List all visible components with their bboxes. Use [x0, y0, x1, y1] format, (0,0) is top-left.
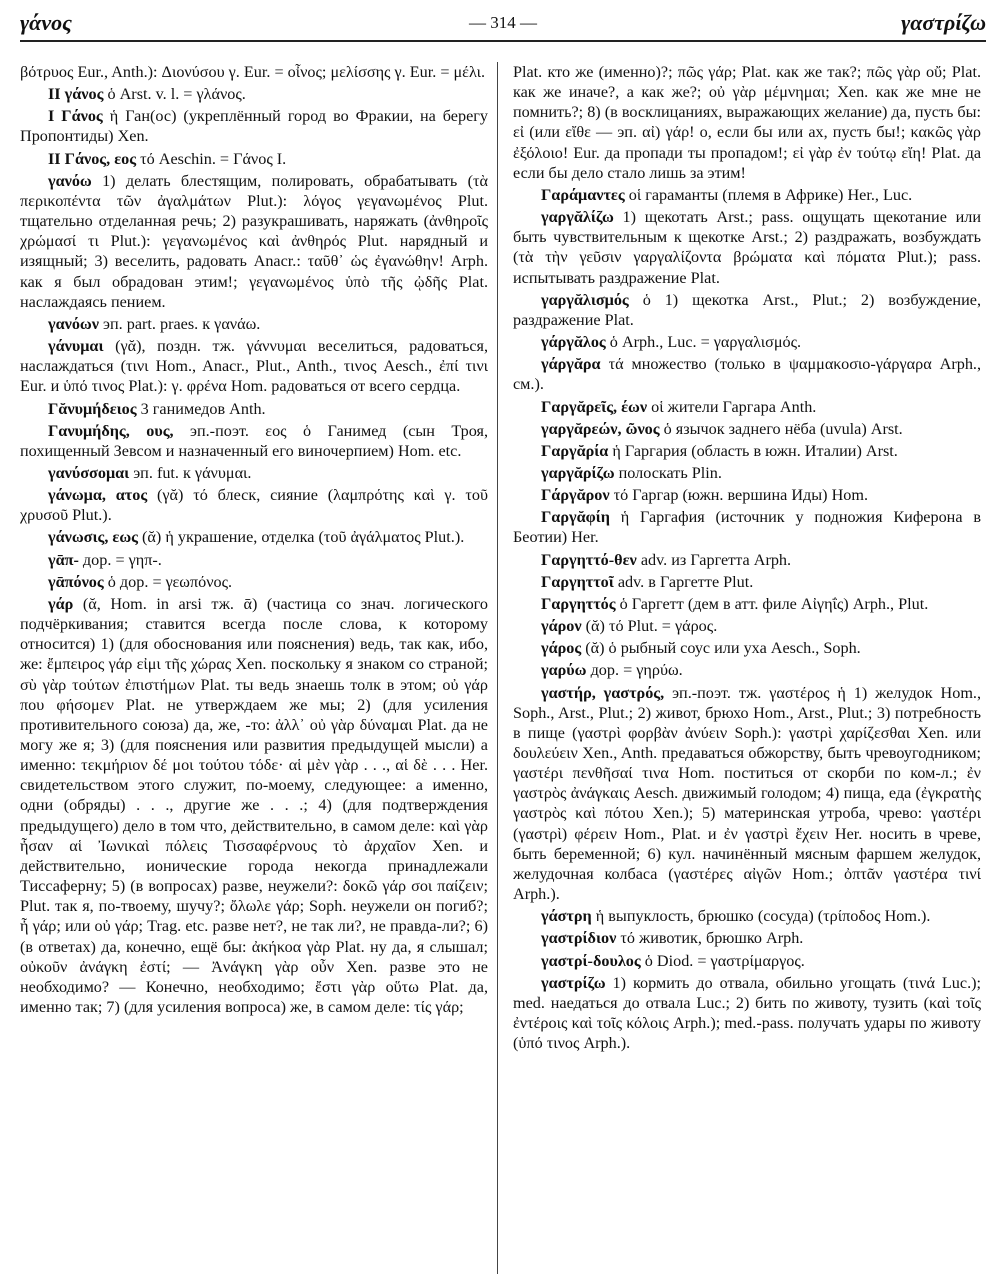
entry-text: 1) кормить до отвала, обильно угощать (τινά Luc.); med. наедаться до отвала Luc.; 2) бить по животу, тузить (καὶ τοῖς ἐντέροις καὶ τοῖς κόλοις Arph.); med.-pass. получать удары по животу (ὑπό τινος Arph.). — [513, 973, 981, 1053]
running-headword-left: γάνος — [20, 10, 72, 35]
entry-headword: γᾱπ- — [48, 550, 79, 569]
page-number: — 314 — — [469, 13, 537, 32]
entry-text: ὁ Arph., Luc. = γαργαλισμός. — [609, 333, 802, 352]
dictionary-entry — [20, 106, 488, 146]
dictionary-entry — [513, 419, 981, 439]
entry-headword: Γᾰνυμήδειος — [48, 399, 137, 418]
entry-headword: γανόων — [48, 314, 99, 333]
entry-text: 3 ганимедов Anth. — [140, 399, 266, 418]
entry-text: ὁ Гаргетт (дем в атт. филе Αἰγηΐς) Arph., Plut. — [619, 594, 929, 613]
entry-headword: γάνωσις, εως — [48, 528, 138, 547]
dictionary-entry — [513, 463, 981, 483]
entry-text: (ᾰ) ἡ украшение, отделка (τοῦ ἀγάλματος Plut.). — [142, 528, 465, 547]
dictionary-entry — [513, 550, 981, 570]
entry-headword: γάρον — [541, 617, 582, 636]
left-column — [20, 62, 488, 1274]
entry-text: (ᾰ) ὁ рыбный соус или уха Aesch., Soph. — [585, 639, 861, 658]
dictionary-entry — [513, 290, 981, 330]
entry-headword: γαργᾰλίζω — [541, 208, 614, 227]
entry-text: βότρυος Eur., Anth.): Διονύσου γ. Eur. = οἶνος; μελίσσης γ. Eur. = μέλι. — [20, 63, 486, 81]
dictionary-entry — [20, 421, 488, 461]
entry-headword: I Γάνος — [48, 107, 103, 126]
entry-headword: II Γάνος, εος — [48, 149, 137, 168]
dictionary-entry — [513, 485, 981, 505]
entry-text: эп. part. praes. к γανάω. — [103, 314, 261, 333]
dictionary-entry — [513, 572, 981, 592]
entry-text: adv. из Гаргетта Arph. — [640, 550, 792, 569]
entry-headword: Γανυμήδης, ους, — [48, 421, 174, 440]
entry-text: ἡ Гаргафия (источник у подножия Киферона в Беотии) Her. — [513, 508, 981, 547]
entry-text: 1) щекотать Arst.; pass. ощущать щекотание или быть чувствительным к щекотке Arst.; 2) раздражать, возбуждать (τὰ τὴν γεῦσιν γαργαλίζοντα βρώματα καὶ πόματα Plut.); pass. испытывать раздражение Plat. — [513, 208, 981, 287]
entry-headword: Γαράμαντες — [541, 185, 625, 204]
entry-text: дор. = γηπ-. — [82, 550, 162, 569]
entry-text: дор. = γηρύω. — [590, 661, 683, 680]
dictionary-entry — [20, 572, 488, 592]
entry-text: полоскать Plin. — [618, 463, 722, 482]
entry-headword: γαργᾰρεών, ῶνος — [541, 419, 660, 438]
entry-text: οἱ гараманты (племя в Африке) Her., Luc. — [628, 185, 913, 204]
entry-headword: γαστρίδιον — [541, 929, 617, 948]
entry-headword: Γαργᾰρεῖς, έων — [541, 397, 648, 416]
dictionary-entry — [513, 928, 981, 948]
dictionary-entry — [513, 683, 981, 905]
entry-headword: γαστρί-δουλος — [541, 951, 641, 970]
dictionary-entry — [20, 84, 488, 104]
entry-headword: γάργᾰλος — [541, 333, 606, 352]
entry-headword: γάνυμαι — [48, 337, 104, 356]
entry-text: adv. в Гаргетте Plut. — [617, 572, 754, 591]
entry-text: ὁ 1) щекотка Arst., Plut.; 2) возбуждение, раздражение Plat. — [513, 290, 981, 329]
entry-text: (ᾰ) τό Plut. = γάρος. — [585, 617, 718, 636]
entry-headword: γαστρίζω — [541, 973, 606, 992]
entry-text: τό Aeschin. = Γάνος I. — [140, 149, 287, 168]
dictionary-entry — [20, 62, 488, 82]
entry-text: ἡ выпуклость, брюшко (сосуда) (τρίποδος Hom.). — [595, 907, 931, 926]
entry-text: (ᾰ, Hom. in arsi тж. ᾱ) (частица со знач. логического подчёркивания; ставится всегда после слова, к которому относится) 1) (для обоснования или пояснения) ведь, так как, ибо, же: ἔμπειρος γάρ εἰμι τῆς χώρας Xen. поскольку я знаком со страной; σὺ γὰρ τούτων ἐπιστήμων Plat. ты ведь знаешь толк в этом; οὐ γάρ που φήσομεν Plat. не утверждаем же мы; 2) (для усиления противительного союза) да, же, -то: ἀλλ᾽ οὐ γὰρ δύναμαι Plat. да не могу же я; 3) (для пояснения или развития предыдущей мысли) а именно: τεκμήριον δέ μοι τούτου τόδε· αἱ μὲν γὰρ . . ., αἱ δὲ . . . Her. свидетельством этого служит, по-моему, следующее: а именно, одни (обряды) . . ., другие же . . .; 4) (для подтверждения предыдущего) дело в том что, действительно, в самом деле: καὶ γὰρ ἦσαν αἱ Ἰωνικαὶ πόλεις Τισσαφέρνους τὸ ἀρχαῖον Xen. и действительно, ионические города некогда принадлежали Тиссаферну; 5) (в вопросах) разве, неужели?: δοκῶ γάρ σοι παίζειν; Plut. так я, по-твоему, шучу?; ὄλωλε γάρ; Soph. неужели он погиб?; ἦ γάρ; или οὐ γάρ; Trag. etc. разве нет?, не так ли?, не правда-ли?; 6) (в ответах) да, конечно, ещё бы: ἀκήκοα γὰρ Plat. ну да, я слышал; οὐκοῦν ἀνάγκη ἐστί; — Ἀνάγκη γὰρ οὖν Xen. разве это не необходимо? — Конечно, необходимо; ἔστι γὰρ οὕτω Plat. да, именно так; 7) (для усиления вопроса) же, в самом деле: τίς γάρ; — [20, 594, 488, 1017]
entry-headword: γάνωμα, ατος — [48, 486, 148, 505]
dictionary-entry — [20, 550, 488, 570]
dictionary-entry — [513, 660, 981, 680]
entry-text: ὁ язычок заднего нёба (uvula) Arst. — [663, 419, 903, 438]
dictionary-entry — [513, 906, 981, 926]
running-headword-right: γαστρίζω — [901, 10, 986, 35]
entry-text: ἡ Ган(ос) (укреплённый город во Фракии, на берегу Пропонтиды) Xen. — [20, 107, 488, 146]
dictionary-entry — [20, 594, 488, 1017]
dictionary-entry — [513, 507, 981, 547]
entry-headword: II γάνος — [48, 85, 104, 104]
dictionary-entry — [513, 332, 981, 352]
entry-headword: Γαργηττός — [541, 594, 616, 613]
entry-text: ὁ Arst. v. l. = γλάνος. — [107, 85, 246, 104]
entry-headword: γανύσσομαι — [48, 463, 130, 482]
entry-text: ὁ дор. = γεωπόνος. — [107, 572, 233, 591]
entry-text: эп.-поэт. εος ὁ Ганимед (сын Троя, похищенный Зевсом и назначенный его виночерпием) Hom. etc. — [20, 421, 488, 460]
entry-headword: γαρύω — [541, 661, 587, 680]
column-divider — [497, 62, 498, 1274]
dictionary-entry — [20, 149, 488, 169]
entry-headword: γάστρη — [541, 907, 592, 926]
entry-headword: γαργᾰλισμός — [541, 290, 629, 309]
dictionary-entry — [513, 397, 981, 417]
entry-text: эп.-поэт. тж. γαστέρος ἡ 1) желудок Hom., Soph., Arst., Plut.; 2) живот, брюхо Hom., Arst., Plut.; 3) потребность в пище (γαστρὶ φορβὰν ἀνύειν Soph.): γαστρὶ χαρίζεσθαι Xen. или δουλεύειν Xen., Anth. предаваться обжорству, быть чревоугодником; γαστέρι πενθῆσαί τινα Hom. поститься от скорби по ком-л.; ἐν γαστρὸς ἀνάγκαις Aesch. движимый голодом; 4) пища, еда (ἐγκρατὴς γαστρὸς καὶ πότου Xen.); 5) материнская утроба, чрево: γαστέρι (γαστρὶ) φέρειν Hom., Plat. и ἐν γαστρὶ ἔχειν Her. носить в чреве, быть беременной; 6) кул. начинённый мясным фаршем желудок, желудочная колбаса (γαστέρες αἰγῶν Hom.; ὀπτᾶν γαστέρα τινί Arph.). — [513, 683, 981, 904]
dictionary-entry — [513, 951, 981, 971]
entry-text: (γᾰ) τό блеск, сияние (λαμπρότης καὶ γ. τοῦ χρυσοῦ Plut.). — [20, 486, 488, 525]
entry-headword: γάρ — [48, 594, 74, 613]
entry-headword: γᾱπόνος — [48, 572, 104, 591]
entry-text: τά множество (только в ψαμμακοσιο-γάργαρα Arph., см.). — [513, 355, 981, 394]
dictionary-entry — [20, 399, 488, 419]
entry-text: οἱ жители Гаргара Anth. — [651, 397, 817, 416]
entry-text: эп. fut. к γάνυμαι. — [133, 463, 252, 482]
entry-text: 1) делать блестящим, полировать, обрабатывать (τὰ περικοπέντα τῶν ἀγαλμάτων Plut.): λόγος γεγανωμένος Plut. тщательно отделанная речь; 2) разукрашивать, наряжать (ἀνθηροῖς χρώμασί τι Plut.): γεγανωμένος καὶ ἀνθηρός Plut. нарядный и изящный; 3) веселить, радовать Anacr.: ταῦθ᾽ ὡς ἐγανώθην! Arph. как я был обрадован этим!; γεγανωμένος ὑπὸ τῆς ᾠδῆς Plat. наслаждаясь пением. — [20, 171, 488, 311]
entry-headword: Γαργᾰρία — [541, 441, 609, 460]
dictionary-entry — [513, 62, 981, 183]
dictionary-entry — [513, 441, 981, 461]
entry-text: Plat. кто же (именно)?; πῶς γάρ; Plat. как же так?; πῶς γὰρ οὔ; Plat. как же иначе?, а как же?; οὐ γὰρ μέμνημαι; Xen. как же мне не помнить?; 8) (в восклицаниях, выражающих желание) да, пусть бы: εἰ (или εἴθε — эп. αἰ) γάρ! о, если бы или ах, пусть бы!; κακῶς γὰρ ἐξόλοιο! Eur. да пропади ты пропадом!; εἰ γὰρ ἐν τούτῳ εἴη! Plat. да если бы дело стало лишь за этим! — [513, 63, 981, 182]
entry-headword: γανόω — [48, 171, 92, 190]
right-column — [513, 62, 981, 1274]
dictionary-entry — [20, 463, 488, 483]
entry-headword: Γαργηττό-θεν — [541, 550, 637, 569]
dictionary-entry — [513, 638, 981, 658]
entry-headword: γαστήρ, γαστρός, — [541, 683, 665, 702]
entry-text: τό Гаргар (южн. вершина Иды) Hom. — [613, 486, 869, 505]
dictionary-entry — [513, 594, 981, 614]
dictionary-entry — [513, 973, 981, 1054]
page-header — [20, 10, 986, 42]
entry-headword: γάρος — [541, 639, 582, 658]
dictionary-entry — [513, 185, 981, 205]
entry-text: (γᾰ), поздн. тж. γάννυμαι веселиться, радоваться, наслаждаться (τινι Hom., Anacr., Plut., Anth., τινος Aesch., ἐπί τινι Eur. и ὑπό τινος Plat.): γ. φρένα Hom. радоваться от всего сердца. — [20, 337, 488, 396]
entry-headword: Γάργᾰρον — [541, 486, 610, 505]
entry-text: ὁ Diod. = γαστρίμαργος. — [644, 951, 805, 970]
dictionary-entry — [513, 207, 981, 288]
entry-text: τό животик, брюшко Arph. — [620, 929, 804, 948]
dictionary-entry — [20, 336, 488, 396]
entry-headword: Γαργηττοῖ — [541, 572, 614, 591]
entry-text: ἡ Гаргария (область в южн. Италии) Arst. — [612, 441, 898, 460]
dictionary-entry — [513, 616, 981, 636]
dictionary-entry — [513, 354, 981, 394]
entry-headword: γάργᾰρα — [541, 355, 601, 374]
dictionary-entry — [20, 485, 488, 525]
entry-headword: γαργᾰρίζω — [541, 463, 615, 482]
dictionary-entry — [20, 527, 488, 547]
dictionary-entry — [20, 171, 488, 312]
entry-headword: Γαργᾰφίη — [541, 508, 610, 527]
dictionary-entry — [20, 314, 488, 334]
